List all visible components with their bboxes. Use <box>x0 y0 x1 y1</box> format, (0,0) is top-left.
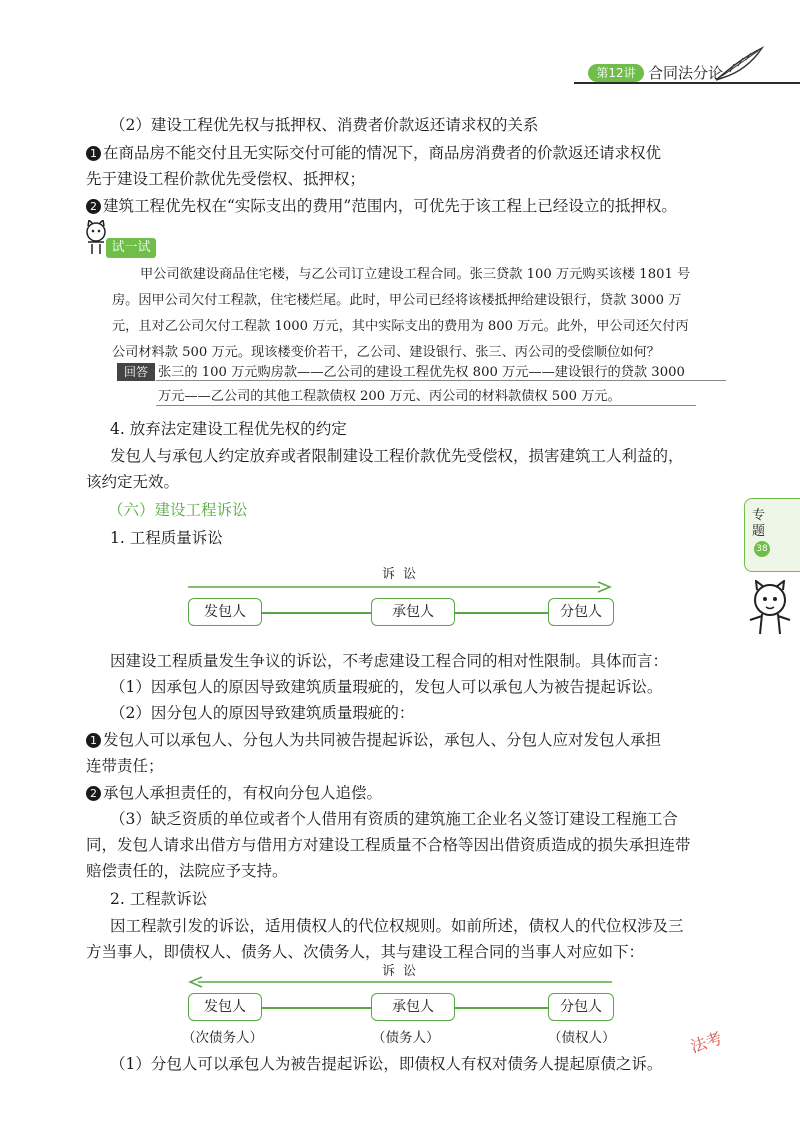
stamp-watermark: 法考 <box>688 1028 725 1057</box>
section-6-sub1: 1. 工程质量诉讼 <box>110 529 223 547</box>
section-2-item-2 <box>86 193 677 219</box>
section-2-item-2-text: 建筑工程优先权在“实际支出的费用”范围内，可优先于该工程上已经设立的抵押权。 <box>103 197 677 215</box>
try-it-line: 元，且对乙公司欠付工程款 1000 万元，其中实际支出的费用为 800 万元。此外，甲公司还欠付丙 <box>112 319 689 334</box>
diagram-1-box-subcontractor: 分包人 <box>548 598 614 626</box>
diagram-1-label: 诉讼 <box>382 567 425 582</box>
connector-line <box>454 1007 550 1009</box>
chapter-badge: 第12讲 <box>588 64 644 82</box>
quality-item-1 <box>86 727 661 753</box>
quality-intro: 因建设工程质量发生争议的诉讼，不考虑建设工程合同的相对性限制。具体而言： <box>110 652 669 670</box>
number-badge: 1 <box>86 733 101 748</box>
footer-line: （1）分包人可以承包人为被告提起诉讼，即债权人有权对债务人提起原债之诉。 <box>110 1055 663 1073</box>
quality-p3: （3）缺乏资质的单位或者个人借用有资质的建筑施工企业名义签订建设工程施工合 <box>110 810 678 828</box>
section-4-line: 该约定无效。 <box>86 473 180 491</box>
quality-p1: （1）因承包人的原因导致建筑质量瑕疵的，发包人可以承包人为被告提起诉讼。 <box>110 678 663 696</box>
quality-item-1-cont: 连带责任； <box>86 757 164 775</box>
payment-line: 因工程款引发的诉讼，适用债权人的代位权规则。如前所述，债权人的代位权涉及三 <box>110 917 684 935</box>
feather-icon <box>712 44 766 84</box>
diagram-2-box-employer: 发包人 <box>188 993 262 1021</box>
side-tab-number: 38 <box>754 541 770 557</box>
section-4-line: 发包人与承包人约定放弃或者限制建设工程价款优先受偿权，损害建筑工人利益的， <box>110 447 684 465</box>
divider <box>156 405 696 406</box>
try-it-line: 甲公司欲建设商品住宅楼，与乙公司订立建设工程合同。张三贷款 100 万元购买该楼 1801 号 <box>140 267 691 282</box>
diagram-2-label: 诉讼 <box>382 964 425 979</box>
quality-item-2 <box>86 780 382 806</box>
arrow-right-icon <box>188 580 612 594</box>
diagram-2-role: （债权人） <box>548 1030 616 1046</box>
diagram-1-box-employer: 发包人 <box>188 598 262 626</box>
diagram-1-box-contractor: 承包人 <box>371 598 455 626</box>
section-2-item-1-text: 在商品房不能交付且无实际交付可能的情况下，商品房消费者的价款返还请求权优 <box>103 144 662 162</box>
diagram-2-role: （债务人） <box>372 1030 440 1046</box>
divider <box>156 380 726 381</box>
connector-line <box>454 612 550 614</box>
arrow-left-icon <box>188 975 612 989</box>
quality-p2: （2）因分包人的原因导致建筑质量瑕疵的： <box>110 704 415 722</box>
payment-heading: 2. 工程款诉讼 <box>110 890 208 908</box>
quality-p3-cont: 赔偿责任的，法院应予支持。 <box>86 862 288 880</box>
try-it-badge: 试一试 <box>106 238 156 258</box>
connector-line <box>262 612 372 614</box>
section-2-item-1 <box>86 140 661 166</box>
payment-line: 方当事人，即债权人、债务人、次债务人，其与建设工程合同的当事人对应如下： <box>86 943 645 961</box>
answer-line: 万元——乙公司的其他工程款债权 200 万元、丙公司的材料款债权 500 万元。 <box>158 389 621 404</box>
section-4-heading: 4. 放弃法定建设工程优先权的约定 <box>110 420 347 438</box>
diagram-2-box-contractor: 承包人 <box>371 993 455 1021</box>
number-badge: 2 <box>86 199 101 214</box>
try-it-line: 房。因甲公司欠付工程款，住宅楼烂尾。此时，甲公司已经将该楼抵押给建设银行，贷款 3000 万 <box>112 293 682 308</box>
answer-line: 张三的 100 万元购房款——乙公司的建设工程优先权 800 万元——建设银行的贷款 3000 <box>158 365 685 380</box>
quality-p3-cont: 同，发包人请求出借方与借用方对建设工程质量不合格等因出借资质造成的损失承担连带 <box>86 836 691 854</box>
header-title: 合同法分论 <box>648 64 724 82</box>
section-2-heading: （2）建设工程优先权与抵押权、消费者价款返还请求权的关系 <box>110 116 539 134</box>
side-tab-label: 专题 <box>752 508 766 539</box>
diagram-2-box-subcontractor: 分包人 <box>548 993 614 1021</box>
cat-mascot-icon <box>744 580 796 636</box>
try-it-line: 公司材料款 500 万元。现该楼变价若干，乙公司、建设银行、张三、丙公司的受偿顺位如何？ <box>112 345 660 360</box>
answer-badge: 回答 <box>117 363 155 381</box>
number-badge: 1 <box>86 146 101 161</box>
connector-line <box>262 1007 372 1009</box>
quality-item-2-text: 承包人承担责任的，有权向分包人追偿。 <box>103 784 383 802</box>
number-badge: 2 <box>86 786 101 801</box>
diagram-2-role: （次债务人） <box>182 1030 263 1046</box>
section-6-heading: （六）建设工程诉讼 <box>108 501 248 519</box>
quality-item-1-text: 发包人可以承包人、分包人为共同被告提起诉讼，承包人、分包人应对发包人承担 <box>103 731 662 749</box>
section-2-item-1-cont: 先于建设工程价款优先受偿权、抵押权； <box>86 170 366 188</box>
